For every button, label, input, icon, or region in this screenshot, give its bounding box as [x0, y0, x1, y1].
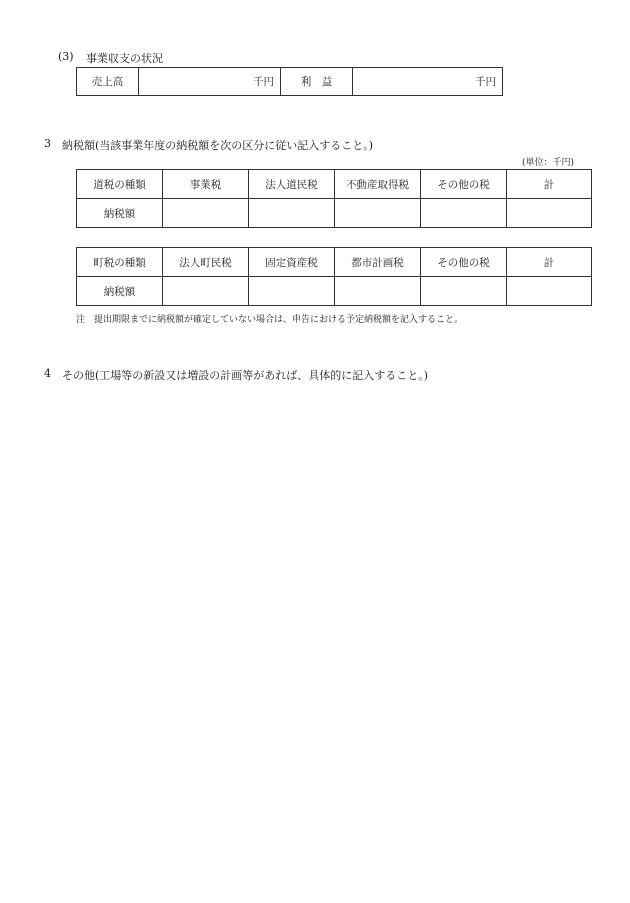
section-number: 4: [44, 367, 51, 380]
column-header: 法人道民税: [249, 170, 335, 199]
other-town-tax-field[interactable]: [421, 277, 507, 306]
column-header: 法人町民税: [163, 248, 249, 277]
sales-unit: 千円: [253, 76, 274, 88]
real-estate-acquisition-tax-field[interactable]: [335, 199, 421, 228]
column-header: 道税の種類: [77, 170, 163, 199]
subsection-label: (3): [58, 50, 74, 63]
column-header: その他の税: [421, 248, 507, 277]
table-header-row: [77, 248, 592, 277]
column-header: 都市計画税: [335, 248, 421, 277]
column-header: 固定資産税: [249, 248, 335, 277]
table-row: [77, 68, 503, 96]
fixed-asset-tax-field[interactable]: [249, 277, 335, 306]
section-title: 納税額(当該事業年度の納税額を次の区分に従い記入すること。): [62, 139, 374, 152]
town-tax-table: [76, 247, 592, 306]
row-label: 納税額: [77, 199, 163, 228]
subsection-title: 事業収支の状況: [86, 52, 163, 65]
other-details-area[interactable]: [62, 388, 592, 868]
corporate-town-tax-field[interactable]: [163, 277, 249, 306]
prefectural-tax-table: [76, 169, 592, 228]
column-header: 計: [507, 170, 592, 199]
section-title: その他(工場等の新設又は増設の計画等があれば、具体的に記入すること。): [62, 369, 429, 382]
corporate-prefectural-tax-field[interactable]: [249, 199, 335, 228]
column-header: 事業税: [163, 170, 249, 199]
profit-amount-field[interactable]: [353, 68, 503, 96]
unit-note: (単位：千円): [522, 158, 575, 168]
profit-label: 利 益: [281, 68, 353, 96]
business-tax-field[interactable]: [163, 199, 249, 228]
prefectural-tax-total-field[interactable]: [507, 199, 592, 228]
column-header: 町税の種類: [77, 248, 163, 277]
table-row: [77, 199, 592, 228]
town-tax-total-field[interactable]: [507, 277, 592, 306]
section-number: 3: [44, 137, 51, 150]
footnote: 注 提出期限までに納税額が確定していない場合は、申告における予定納税額を記入すること。: [76, 315, 464, 325]
column-header: その他の税: [421, 170, 507, 199]
column-header: 不動産取得税: [335, 170, 421, 199]
sales-label: 売上高: [77, 68, 139, 96]
table-header-row: [77, 170, 592, 199]
sales-amount-field[interactable]: [139, 68, 281, 96]
profit-unit: 千円: [475, 76, 496, 88]
business-income-table: [76, 67, 503, 96]
other-prefectural-tax-field[interactable]: [421, 199, 507, 228]
table-row: [77, 277, 592, 306]
city-planning-tax-field[interactable]: [335, 277, 421, 306]
column-header: 計: [507, 248, 592, 277]
row-label: 納税額: [77, 277, 163, 306]
